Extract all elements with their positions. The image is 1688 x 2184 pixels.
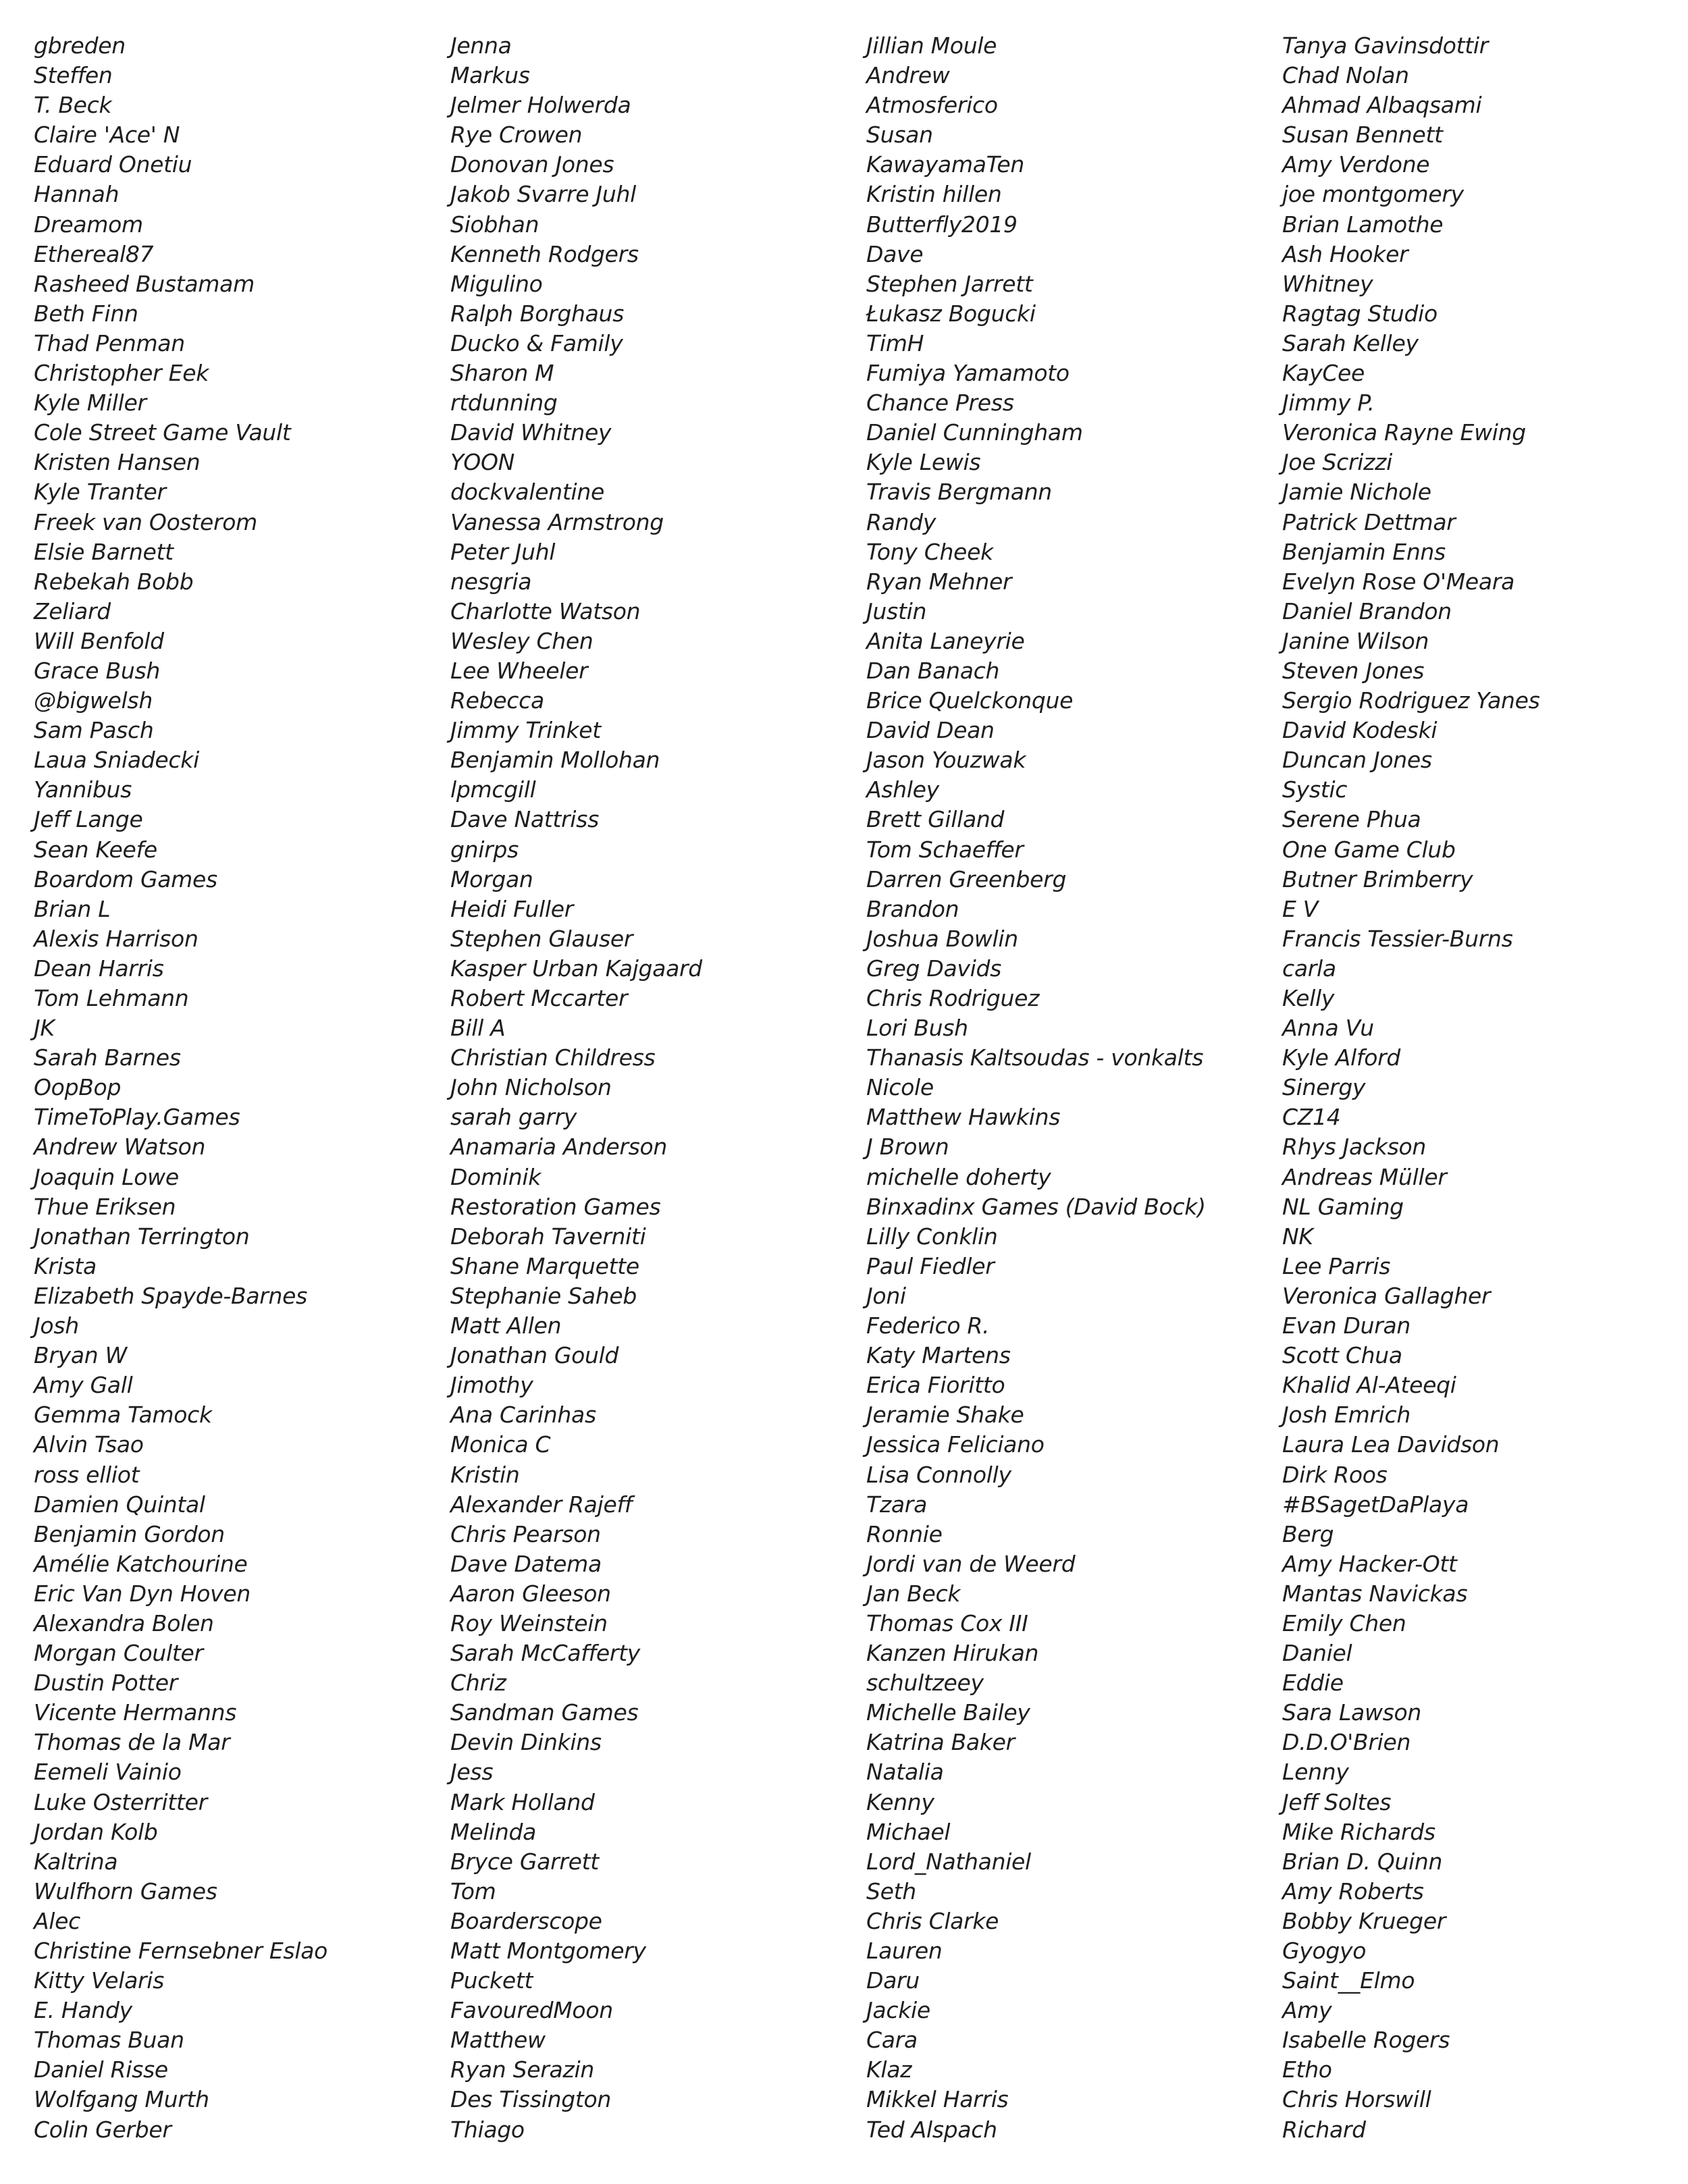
name-entry: Veronica Rayne Ewing [1282, 419, 1526, 446]
name-entry: joe montgomery [1282, 181, 1464, 208]
name-entry: Steffen [34, 62, 113, 89]
name-entry: Chriz [450, 1670, 506, 1697]
name-entry: Markus [450, 62, 530, 89]
name-entry: Mikkel Harris [866, 2086, 1009, 2113]
name-entry: Benjamin Mollohan [450, 747, 660, 774]
name-entry: NL Gaming [1282, 1193, 1404, 1220]
name-entry: Jessica Feliciano [866, 1431, 1045, 1458]
name-entry: Matthew Hawkins [866, 1104, 1061, 1131]
name-entry: Christian Childress [450, 1044, 656, 1071]
name-entry: #BSagetDaPlaya [1282, 1491, 1469, 1518]
name-entry: Puckett [450, 1967, 533, 1994]
name-entry: Bryce Garrett [450, 1848, 599, 1875]
name-entry: sarah garry [450, 1104, 577, 1131]
name-entry: Mike Richards [1282, 1818, 1435, 1845]
name-entry: Joe Scrizzi [1282, 449, 1393, 476]
name-entry: Mantas Navickas [1282, 1580, 1468, 1607]
name-entry: Eemeli Vainio [34, 1759, 182, 1786]
name-entry: Evelyn Rose O'Meara [1282, 568, 1515, 595]
name-entry: Sharon M [450, 360, 554, 387]
name-entry: Evan Duran [1282, 1312, 1411, 1339]
name-entry: Jimothy [450, 1372, 533, 1399]
name-entry: Vicente Hermanns [34, 1699, 237, 1726]
name-entry: One Game Club [1282, 836, 1456, 863]
name-entry: Alec [34, 1907, 80, 1934]
name-entry: Tom Schaeffer [866, 836, 1024, 863]
name-entry: Dreamom [34, 211, 143, 238]
name-entry: Francis Tessier-Burns [1282, 925, 1513, 952]
name-entry: OopBop [34, 1074, 122, 1101]
name-entry: nesgria [450, 568, 532, 595]
name-entry: Dave Nattriss [450, 806, 599, 833]
names-column-1 [34, 31, 439, 2145]
name-entry: Mark Holland [450, 1788, 595, 1815]
name-entry: Christopher Eek [34, 360, 209, 387]
name-entry: Kyle Miller [34, 390, 147, 417]
name-entry: Anita Laneyrie [866, 627, 1025, 654]
name-entry: Ralph Borghaus [450, 300, 625, 327]
name-entry: Janine Wilson [1282, 627, 1429, 654]
name-entry: Joshua Bowlin [866, 925, 1018, 952]
name-entry: Thanasis Kaltsoudas - vonkalts [866, 1044, 1204, 1071]
name-entry: @bigwelsh [34, 687, 153, 714]
name-entry: D.D.O'Brien [1282, 1729, 1411, 1756]
name-entry: Kelly [1282, 985, 1335, 1011]
name-entry: Lori Bush [866, 1015, 968, 1042]
name-entry: Justin [866, 597, 927, 624]
name-entry: Berg [1282, 1520, 1334, 1547]
name-entry: Travis Bergmann [866, 479, 1052, 506]
name-entry: Paul Fiedler [866, 1252, 995, 1279]
name-entry: Ragtag Studio [1282, 300, 1438, 327]
name-entry: Eduard Onetiu [34, 151, 192, 178]
name-entry: Shane Marquette [450, 1252, 639, 1279]
name-entry: Andreas Müller [1282, 1163, 1447, 1190]
name-entry: Serene Phua [1282, 806, 1421, 833]
name-entry: Alexis Harrison [34, 925, 199, 952]
name-entry: Charlotte Watson [450, 597, 641, 624]
name-entry: gnirps [450, 836, 519, 863]
name-entry: Jonathan Gould [450, 1342, 619, 1369]
name-entry: Sara Lawson [1282, 1699, 1422, 1726]
name-entry: Wolfgang Murth [34, 2086, 209, 2113]
name-entry: Jordan Kolb [34, 1818, 158, 1845]
name-entry: Gemma Tamock [34, 1402, 212, 1429]
name-entry: Matt Allen [450, 1312, 562, 1339]
name-entry: Sinergy [1282, 1074, 1366, 1101]
name-entry: David Kodeski [1282, 717, 1438, 744]
name-entry: Restoration Games [450, 1193, 661, 1220]
name-entry: Brian L [34, 895, 111, 922]
names-column-3 [866, 31, 1271, 2145]
name-entry: Tzara [866, 1491, 927, 1518]
name-entry: Randy [866, 508, 937, 535]
name-entry: Dave Datema [450, 1550, 602, 1577]
name-entry: Rhys Jackson [1282, 1134, 1426, 1161]
name-entry: Chris Horswill [1282, 2086, 1431, 2113]
name-entry: Matt Montgomery [450, 1938, 646, 1964]
name-entry: Claire 'Ace' N [34, 122, 180, 149]
name-entry: Eddie [1282, 1670, 1344, 1697]
name-entry: Kasper Urban Kajgaard [450, 955, 702, 982]
name-entry: Boarderscope [450, 1907, 602, 1934]
name-entry: Amy Verdone [1282, 151, 1430, 178]
name-entry: Eric Van Dyn Hoven [34, 1580, 251, 1607]
name-entry: Will Benfold [34, 627, 164, 654]
name-entry: Bill A [450, 1015, 506, 1042]
name-entry: michelle doherty [866, 1163, 1051, 1190]
name-entry: Brian Lamothe [1282, 211, 1444, 238]
name-entry: Veronica Gallagher [1282, 1282, 1491, 1309]
name-entry: Siobhan [450, 211, 539, 238]
name-entry: Susan [866, 122, 933, 149]
name-entry: TimH [866, 329, 924, 356]
name-entry: Sean Keefe [34, 836, 157, 863]
name-entry: Tom [450, 1877, 496, 1905]
name-entry: David Dean [866, 717, 995, 744]
name-entry: Elsie Barnett [34, 538, 174, 565]
name-entry: Rye Crowen [450, 122, 583, 149]
name-entry: Benjamin Gordon [34, 1520, 225, 1547]
name-entry: NK [1282, 1223, 1313, 1250]
name-entry: rtdunning [450, 390, 558, 417]
name-entry: Aaron Gleeson [450, 1580, 611, 1607]
name-entry: Damien Quintal [34, 1491, 205, 1518]
name-entry: lpmcgill [450, 776, 536, 803]
name-entry: Ducko & Family [450, 329, 623, 356]
name-entry: TimeToPlay.Games [34, 1104, 240, 1131]
name-entry: Cara [866, 2027, 918, 2054]
name-entry: Thomas Buan [34, 2027, 184, 2054]
name-entry: Systic [1282, 776, 1348, 803]
name-entry: Donovan Jones [450, 151, 614, 178]
name-entry: Thomas de la Mar [34, 1729, 230, 1756]
name-entry: Wulfhorn Games [34, 1877, 217, 1905]
name-entry: Michelle Bailey [866, 1699, 1030, 1726]
name-entry: Scott Chua [1282, 1342, 1402, 1369]
name-entry: Ethereal87 [34, 240, 154, 267]
name-entry: Daru [866, 1967, 920, 1994]
name-entry: Khalid Al-Ateeqi [1282, 1372, 1456, 1399]
name-entry: Lord_Nathaniel [866, 1848, 1031, 1875]
name-entry: Emily Chen [1282, 1609, 1406, 1636]
name-entry: Dean Harris [34, 955, 164, 982]
name-entry: Alexandra Bolen [34, 1609, 214, 1636]
name-entry: Jenna [450, 32, 512, 59]
name-entry: Amy [1282, 1997, 1332, 2024]
name-entry: Sarah McCafferty [450, 1640, 641, 1667]
name-entry: Lee Wheeler [450, 657, 588, 684]
name-entry: schultzeey [866, 1670, 984, 1697]
name-entry: JK [34, 1015, 55, 1042]
name-entry: Greg Davids [866, 955, 1002, 982]
name-entry: Amélie Katchourine [34, 1550, 248, 1577]
name-entry: Sarah Kelley [1282, 329, 1419, 356]
name-entry: Sarah Barnes [34, 1044, 181, 1071]
name-entry: Sam Pasch [34, 717, 154, 744]
name-entry: Freek van Oosterom [34, 508, 258, 535]
name-entry: Luke Osterritter [34, 1788, 207, 1815]
name-entry: Bryan W [34, 1342, 127, 1369]
name-entry: Stephen Glauser [450, 925, 633, 952]
name-entry: Fumiya Yamamoto [866, 360, 1070, 387]
name-entry: Lee Parris [1282, 1252, 1391, 1279]
name-entry: KayCee [1282, 360, 1365, 387]
name-entry: Thiago [450, 2116, 525, 2143]
name-entry: Roy Weinstein [450, 1609, 608, 1636]
name-entry: Gyogyo [1282, 1938, 1367, 1964]
name-entry: Jeff Lange [34, 806, 143, 833]
name-entry: Saint__Elmo [1282, 1967, 1415, 1994]
name-entry: Robert Mccarter [450, 985, 628, 1011]
name-entry: Josh Emrich [1282, 1402, 1411, 1429]
name-entry: Kanzen Hirukan [866, 1640, 1039, 1667]
name-entry: T. Beck [34, 92, 112, 119]
name-entry: Chris Rodriguez [866, 985, 1040, 1011]
name-entry: FavouredMoon [450, 1997, 613, 2024]
name-entry: Klaz [866, 2056, 912, 2083]
name-entry: gbreden [34, 32, 126, 59]
name-entry: Daniel Risse [34, 2056, 168, 2083]
name-entry: Matthew [450, 2027, 546, 2054]
name-entry: Seth [866, 1877, 916, 1905]
name-entry: Zeliard [34, 597, 111, 624]
name-entry: carla [1282, 955, 1336, 982]
name-entry: Susan Bennett [1282, 122, 1443, 149]
name-entry: Amy Gall [34, 1372, 133, 1399]
name-entry: Kenneth Rodgers [450, 240, 639, 267]
name-entry: E. Handy [34, 1997, 132, 2024]
name-entry: Katy Martens [866, 1342, 1011, 1369]
name-entry: Morgan Coulter [34, 1640, 203, 1667]
names-column-2 [450, 31, 855, 2145]
name-entry: Jimmy P. [1282, 390, 1375, 417]
name-entry: Etho [1282, 2056, 1332, 2083]
name-entry: Josh [34, 1312, 79, 1339]
name-entry: Deborah Taverniti [450, 1223, 646, 1250]
name-entry: Thomas Cox III [866, 1609, 1028, 1636]
name-entry: Ana Carinhas [450, 1402, 596, 1429]
name-entry: Vanessa Armstrong [450, 508, 664, 535]
name-entry: Colin Gerber [34, 2116, 172, 2143]
name-entry: Laura Lea Davidson [1282, 1431, 1500, 1458]
name-entry: Andrew [866, 62, 950, 89]
name-entry: Ryan Mehner [866, 568, 1012, 595]
name-entry: Chris Pearson [450, 1520, 601, 1547]
name-entry: Thue Eriksen [34, 1193, 176, 1220]
name-entry: Brice Quelckonque [866, 687, 1074, 714]
name-entry: Butterfly2019 [866, 211, 1018, 238]
name-entry: Dirk Roos [1282, 1461, 1388, 1488]
name-entry: Thad Penman [34, 329, 185, 356]
name-entry: Tanya Gavinsdottir [1282, 32, 1489, 59]
name-entry: Sergio Rodriguez Yanes [1282, 687, 1540, 714]
name-entry: KawayamaTen [866, 151, 1025, 178]
name-entry: Rebecca [450, 687, 544, 714]
name-entry: Ryan Serazin [450, 2056, 594, 2083]
name-entry: Stephen Jarrett [866, 270, 1033, 297]
name-entry: J Brown [866, 1134, 949, 1161]
name-entry: Brandon [866, 895, 959, 922]
name-entry: Monica C [450, 1431, 551, 1458]
name-entry: Whitney [1282, 270, 1373, 297]
name-entry: Amy Hacker-Ott [1282, 1550, 1457, 1577]
name-entry: Rebekah Bobb [34, 568, 194, 595]
name-entry: dockvalentine [450, 479, 604, 506]
name-entry: Jason Youzwak [866, 747, 1026, 774]
name-entry: Bobby Krueger [1282, 1907, 1446, 1934]
name-entry: Atmosferico [866, 92, 998, 119]
name-entry: Lauren [866, 1938, 943, 1964]
name-entry: John Nicholson [450, 1074, 612, 1101]
name-entry: Michael [866, 1818, 951, 1845]
name-entry: Lilly Conklin [866, 1223, 998, 1250]
name-entry: Anna Vu [1282, 1015, 1374, 1042]
name-entry: Erica Fioritto [866, 1372, 1005, 1399]
name-entry: Amy Roberts [1282, 1877, 1424, 1905]
name-entry: Brett Gilland [866, 806, 1005, 833]
name-entry: Joni [866, 1282, 906, 1309]
name-entry: Hannah [34, 181, 120, 208]
name-entry: Alexander Rajeff [450, 1491, 633, 1518]
name-entry: Binxadinx Games (David Bock) [866, 1193, 1206, 1220]
name-entry: Patrick Dettmar [1282, 508, 1456, 535]
name-entry: Dan Banach [866, 657, 1000, 684]
names-column-4 [1282, 31, 1687, 2145]
name-entry: Jeff Soltes [1282, 1788, 1392, 1815]
name-entry: Ashley [866, 776, 939, 803]
name-entry: Jillian Moule [866, 32, 997, 59]
name-entry: Jan Beck [866, 1580, 961, 1607]
name-entry: Steven Jones [1282, 657, 1425, 684]
name-entry: Jess [450, 1759, 494, 1786]
name-entry: Federico R. [866, 1312, 990, 1339]
name-entry: ross elliot [34, 1461, 140, 1488]
name-entry: Dave [866, 240, 924, 267]
name-entry: Beth Finn [34, 300, 138, 327]
name-entry: Chance Press [866, 390, 1014, 417]
name-entry: Kristen Hansen [34, 449, 201, 476]
name-entry: Sandman Games [450, 1699, 639, 1726]
name-entry: Kyle Alford [1282, 1044, 1401, 1071]
name-entry: Migulino [450, 270, 543, 297]
name-entry: Duncan Jones [1282, 747, 1432, 774]
name-entry: Kristin hillen [866, 181, 1002, 208]
name-entry: Katrina Baker [866, 1729, 1015, 1756]
name-entry: Daniel Brandon [1282, 597, 1452, 624]
name-entry: Grace Bush [34, 657, 160, 684]
name-entry: Laua Sniadecki [34, 747, 199, 774]
name-entry: Chad Nolan [1282, 62, 1409, 89]
name-entry: Alvin Tsao [34, 1431, 144, 1458]
name-entry: Jordi van de Weerd [866, 1550, 1076, 1577]
name-entry: Yannibus [34, 776, 132, 803]
name-entry: E V [1282, 895, 1319, 922]
name-entry: Lenny [1282, 1759, 1349, 1786]
name-entry: Chris Clarke [866, 1907, 999, 1934]
name-entry: Butner Brimberry [1282, 865, 1473, 893]
name-entry: Tom Lehmann [34, 985, 189, 1011]
name-entry: Morgan [450, 865, 533, 893]
name-entry: Daniel Cunningham [866, 419, 1083, 446]
name-entry: Jackie [866, 1997, 930, 2024]
name-entry: Jonathan Terrington [34, 1223, 250, 1250]
name-entry: Kitty Velaris [34, 1967, 165, 1994]
name-entry: Tony Cheek [866, 538, 993, 565]
name-entry: Devin Dinkins [450, 1729, 602, 1756]
name-entry: Jakob Svarre Juhl [450, 181, 636, 208]
name-entry: Rasheed Bustamam [34, 270, 255, 297]
name-entry: Natalia [866, 1759, 944, 1786]
name-entry: Jeramie Shake [866, 1402, 1024, 1429]
name-entry: Joaquin Lowe [34, 1163, 179, 1190]
name-entry: Heidi Fuller [450, 895, 574, 922]
name-entry: Kyle Lewis [866, 449, 981, 476]
name-entry: Boardom Games [34, 865, 217, 893]
name-entry: CZ14 [1282, 1104, 1341, 1131]
name-entry: Kyle Tranter [34, 479, 166, 506]
name-entry: Kenny [866, 1788, 934, 1815]
name-entry: David Whitney [450, 419, 612, 446]
name-entry: Wesley Chen [450, 627, 594, 654]
name-entry: Elizabeth Spayde-Barnes [34, 1282, 308, 1309]
name-entry: Peter Juhl [450, 538, 556, 565]
name-entry: Des Tissington [450, 2086, 611, 2113]
name-entry: Melinda [450, 1818, 537, 1845]
name-entry: Isabelle Rogers [1282, 2027, 1450, 2054]
name-entry: Richard [1282, 2116, 1366, 2143]
name-entry: Jelmer Holwerda [450, 92, 631, 119]
name-entry: Jamie Nichole [1282, 479, 1431, 506]
name-entry: Dominik [450, 1163, 542, 1190]
name-entry: Stephanie Saheb [450, 1282, 637, 1309]
name-entry: Anamaria Anderson [450, 1134, 668, 1161]
name-entry: Krista [34, 1252, 97, 1279]
name-entry: Benjamin Enns [1282, 538, 1446, 565]
name-entry: Kaltrina [34, 1848, 118, 1875]
name-entry: Lisa Connolly [866, 1461, 1011, 1488]
name-entry: Kristin [450, 1461, 520, 1488]
name-entry: Ahmad Albaqsami [1282, 92, 1482, 119]
name-entry: Dustin Potter [34, 1670, 178, 1697]
name-entry: Jimmy Trinket [450, 717, 601, 744]
name-entry: Ash Hooker [1282, 240, 1408, 267]
name-entry: Brian D. Quinn [1282, 1848, 1443, 1875]
name-entry: YOON [450, 449, 515, 476]
name-entry: Darren Greenberg [866, 865, 1067, 893]
name-entry: Łukasz Bogucki [866, 300, 1036, 327]
name-entry: Andrew Watson [34, 1134, 206, 1161]
name-entry: Nicole [866, 1074, 934, 1101]
name-entry: Daniel [1282, 1640, 1352, 1667]
name-entry: Ronnie [866, 1520, 943, 1547]
name-entry: Ted Alspach [866, 2116, 997, 2143]
name-entry: Cole Street Game Vault [34, 419, 291, 446]
name-entry: Christine Fernsebner Eslao [34, 1938, 328, 1964]
